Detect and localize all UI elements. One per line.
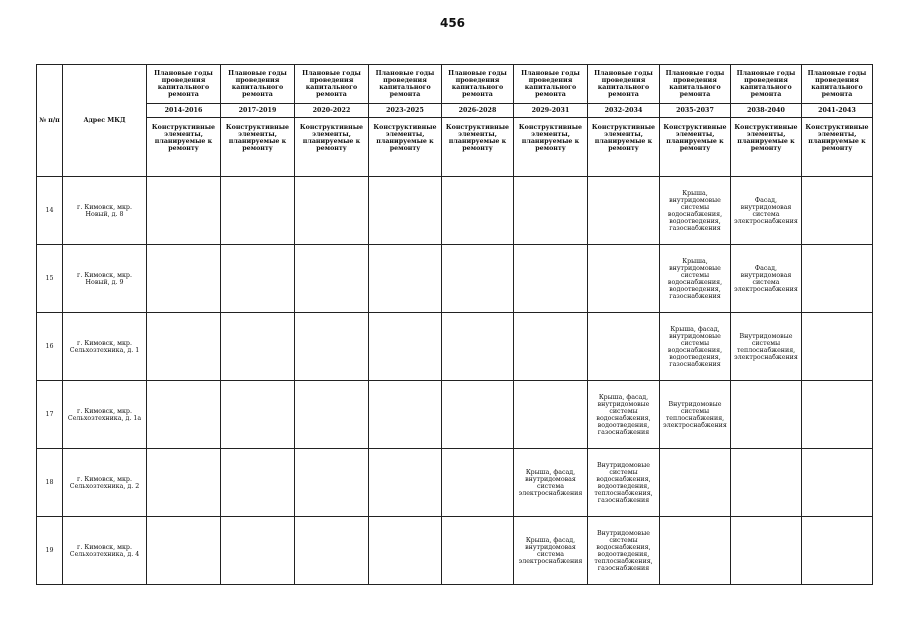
work-cell	[731, 381, 802, 449]
period-title: Плановые годы проведения капитального ремонта	[147, 65, 221, 104]
capital-repair-plan-table	[36, 64, 873, 585]
work-cell	[147, 381, 221, 449]
row-number: 14	[37, 177, 63, 245]
period-years: 2026-2028	[442, 104, 514, 118]
work-cell	[588, 245, 660, 313]
work-cell: Крыша, фасад, внутридомовые системы водоснабжения, водоотведения, газоснабжения	[660, 313, 731, 381]
work-cell: Крыша, фасад, внутридомовые системы водоснабжения, водоотведения, газоснабжения	[588, 381, 660, 449]
row-number: 17	[37, 381, 63, 449]
work-cell: Крыша, внутридомовые системы водоснабжения, водоотведения, газоснабжения	[660, 177, 731, 245]
work-cell	[369, 313, 442, 381]
period-years: 2020-2022	[295, 104, 369, 118]
table-row	[37, 517, 873, 585]
work-cell	[660, 449, 731, 517]
work-cell: Внутридомовые системы водоснабжения, водоотведения, теплоснабжения, газоснабжения	[588, 449, 660, 517]
work-cell	[442, 449, 514, 517]
work-cell	[221, 381, 295, 449]
work-cell: Внутридомовые системы теплоснабжения, электроснабжения	[660, 381, 731, 449]
row-number: 15	[37, 245, 63, 313]
work-cell	[369, 177, 442, 245]
row-address: г. Кимовск, мкр. Сельхозтехника, д. 4	[63, 517, 147, 585]
work-cell	[514, 381, 588, 449]
period-title: Плановые годы проведения капитального ремонта	[588, 65, 660, 104]
work-cell	[295, 381, 369, 449]
work-cell	[295, 177, 369, 245]
period-years: 2035-2037	[660, 104, 731, 118]
work-cell	[147, 517, 221, 585]
elements-header: Конструктивные элементы, планируемые к ремонту	[221, 118, 295, 177]
work-cell	[802, 449, 873, 517]
work-cell	[802, 517, 873, 585]
row-address: г. Кимовск, мкр. Сельхозтехника, д. 1а	[63, 381, 147, 449]
table-row	[37, 313, 873, 381]
work-cell	[221, 449, 295, 517]
work-cell	[295, 449, 369, 517]
period-title: Плановые годы проведения капитального ремонта	[442, 65, 514, 104]
elements-header: Конструктивные элементы, планируемые к ремонту	[442, 118, 514, 177]
work-cell: Фасад, внутридомовая система электроснабжения	[731, 177, 802, 245]
work-cell	[147, 449, 221, 517]
work-cell	[221, 517, 295, 585]
work-cell	[442, 381, 514, 449]
work-cell	[369, 517, 442, 585]
work-cell	[147, 177, 221, 245]
table-row	[37, 449, 873, 517]
page-number: 456	[439, 16, 466, 30]
work-cell	[588, 177, 660, 245]
period-title: Плановые годы проведения капитального ремонта	[514, 65, 588, 104]
work-cell: Внутридомовые системы теплоснабжения, электроснабжения	[731, 313, 802, 381]
work-cell	[802, 177, 873, 245]
work-cell	[147, 313, 221, 381]
work-cell: Крыша, внутридомовые системы водоснабжения, водоотведения, газоснабжения	[660, 245, 731, 313]
work-cell	[442, 245, 514, 313]
work-cell	[442, 177, 514, 245]
elements-header: Конструктивные элементы, планируемые к ремонту	[660, 118, 731, 177]
work-cell	[802, 245, 873, 313]
work-cell	[147, 245, 221, 313]
row-address: г. Кимовск, мкр. Сельхозтехника, д. 1	[63, 313, 147, 381]
work-cell: Крыша, фасад, внутридомовая система электроснабжения	[514, 517, 588, 585]
work-cell	[369, 245, 442, 313]
work-cell	[660, 517, 731, 585]
row-address: г. Кимовск, мкр. Новый, д. 9	[63, 245, 147, 313]
work-cell	[802, 313, 873, 381]
work-cell: Внутридомовые системы водоснабжения, водоотведения, теплоснабжения, газоснабжения	[588, 517, 660, 585]
work-cell	[802, 381, 873, 449]
work-cell	[514, 177, 588, 245]
work-cell	[731, 449, 802, 517]
header-row-years	[37, 104, 873, 118]
period-years: 2023-2025	[369, 104, 442, 118]
work-cell	[514, 245, 588, 313]
period-years: 2038-2040	[731, 104, 802, 118]
period-title: Плановые годы проведения капитального ремонта	[802, 65, 873, 104]
table-row	[37, 177, 873, 245]
elements-header: Конструктивные элементы, планируемые к ремонту	[802, 118, 873, 177]
period-years: 2029-2031	[514, 104, 588, 118]
work-cell: Фасад, внутридомовая система электроснабжения	[731, 245, 802, 313]
elements-header: Конструктивные элементы, планируемые к ремонту	[147, 118, 221, 177]
row-number: 19	[37, 517, 63, 585]
elements-header: Конструктивные элементы, планируемые к ремонту	[295, 118, 369, 177]
column-header-number: № п/п	[37, 65, 63, 177]
work-cell	[221, 245, 295, 313]
period-years: 2032-2034	[588, 104, 660, 118]
period-title: Плановые годы проведения капитального ремонта	[369, 65, 442, 104]
period-title: Плановые годы проведения капитального ремонта	[295, 65, 369, 104]
work-cell	[731, 517, 802, 585]
work-cell	[295, 313, 369, 381]
work-cell	[442, 313, 514, 381]
work-cell	[221, 177, 295, 245]
period-title: Плановые годы проведения капитального ремонта	[660, 65, 731, 104]
period-title: Плановые годы проведения капитального ремонта	[731, 65, 802, 104]
work-cell	[442, 517, 514, 585]
work-cell: Крыша, фасад, внутридомовая система электроснабжения	[514, 449, 588, 517]
elements-header: Конструктивные элементы, планируемые к ремонту	[514, 118, 588, 177]
row-address: г. Кимовск, мкр. Сельхозтехника, д. 2	[63, 449, 147, 517]
elements-header: Конструктивные элементы, планируемые к ремонту	[731, 118, 802, 177]
elements-header: Конструктивные элементы, планируемые к ремонту	[588, 118, 660, 177]
header-row-titles	[37, 65, 873, 104]
table-row	[37, 381, 873, 449]
row-number: 16	[37, 313, 63, 381]
work-cell	[588, 313, 660, 381]
work-cell	[369, 381, 442, 449]
period-years: 2014-2016	[147, 104, 221, 118]
period-years: 2017-2019	[221, 104, 295, 118]
work-cell	[369, 449, 442, 517]
elements-header: Конструктивные элементы, планируемые к ремонту	[369, 118, 442, 177]
row-address: г. Кимовск, мкр. Новый, д. 8	[63, 177, 147, 245]
work-cell	[295, 245, 369, 313]
period-title: Плановые годы проведения капитального ремонта	[221, 65, 295, 104]
work-cell	[221, 313, 295, 381]
table-row	[37, 245, 873, 313]
header-row-elements	[37, 118, 873, 177]
period-years: 2041-2043	[802, 104, 873, 118]
row-number: 18	[37, 449, 63, 517]
work-cell	[514, 313, 588, 381]
column-header-address: Адрес МКД	[63, 65, 147, 177]
work-cell	[295, 517, 369, 585]
